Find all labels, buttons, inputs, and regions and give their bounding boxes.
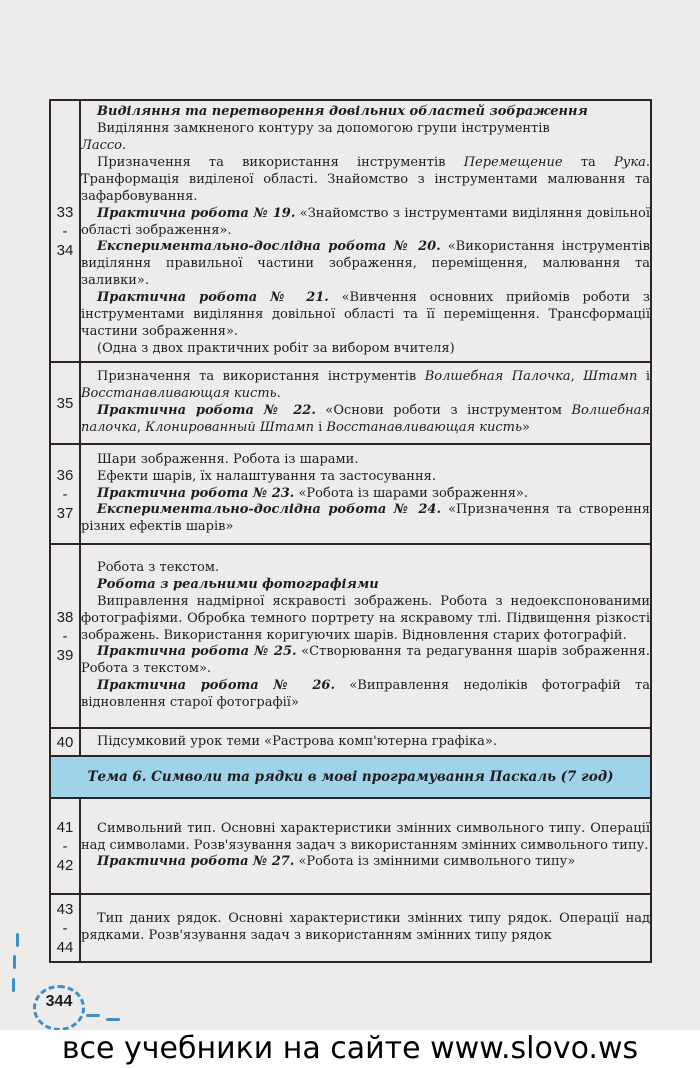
- lesson-number-cell: [50, 362, 80, 444]
- table-row: [50, 798, 651, 894]
- lesson-content-cell: [80, 362, 651, 444]
- lesson-number: 40: [56, 733, 74, 751]
- section-heading: Робота з реальними фотографіями: [97, 576, 379, 592]
- practical-work: Практична робота № 21. «Вивчення основних прийомів роботи з інструментами виділяння довільної області та її переміщення. Трансформації частини зображення».: [81, 290, 650, 339]
- topic-text: Шари зображення. Робота із шарами.: [97, 451, 359, 467]
- lesson-number-cell: [50, 444, 80, 544]
- footer-banner: все учебники на сайте www.slovo.ws: [0, 1030, 700, 1068]
- lesson-number: 36: [56, 466, 74, 484]
- lesson-number-cell: [50, 100, 80, 362]
- practical-work: Практична робота № 25. «Створювання та редагування шарів зображення. Робота з текстом».: [81, 644, 650, 677]
- lesson-number: 39: [56, 646, 74, 664]
- topic-heading-band: [50, 756, 651, 798]
- page-number: 344: [45, 993, 73, 1010]
- lesson-number-cell: [50, 798, 80, 894]
- lesson-plan-table: [49, 99, 652, 963]
- lesson-number-dash: -: [62, 919, 68, 937]
- lesson-number-dash: -: [62, 222, 68, 240]
- lesson-number: 34: [56, 241, 74, 259]
- topic-text: Виправлення надмірної яскравості зображень. Робота з недоекспонованими фотографіями. Обробка темного портрету на яскравому тлі. Підвищення різкості зображень. Використання коригуючих шарів. Відновлення старих фотографій.: [81, 593, 650, 643]
- tool-name: Лассо.: [81, 138, 127, 154]
- lesson-number-cell: [50, 728, 80, 756]
- practical-work: Практична робота № 23. «Робота із шарами зображення».: [97, 485, 528, 501]
- lesson-content-cell: [80, 444, 651, 544]
- teacher-note: (Одна з двох практичних робіт за вибором вчителя): [97, 340, 455, 356]
- topic-text: Призначення та використання інструментів Волшебная Палочка, Штамп і Восстанавливающая кисть.: [81, 369, 651, 402]
- topic-text: Символьний тип. Основні характеристики змінних символьного типу. Операції над символами. Розв'язування задач з використанням змінних символьного типу.: [81, 820, 650, 853]
- table-row: [50, 894, 651, 962]
- lesson-content-cell: [80, 798, 651, 894]
- lesson-content-cell: [80, 100, 651, 362]
- table-row: [50, 100, 651, 362]
- lesson-number: 37: [56, 504, 74, 522]
- lesson-number: 38: [56, 608, 74, 626]
- table-row: [50, 544, 651, 728]
- lesson-number: 41: [56, 818, 74, 836]
- topic-title: Тема 6. Символи та рядки в мові програмування Паскаль (7 год): [87, 769, 614, 785]
- lesson-number: 35: [56, 394, 74, 412]
- decorative-stroke: [106, 1018, 120, 1021]
- practical-work: Практична робота № 26. «Виправлення недоліків фотографій та відновлення старої фотографії»: [81, 678, 650, 711]
- topic-text: Тип даних рядок. Основні характеристики змінних типу рядок. Операції над рядками. Розв'язування задач з використанням змінних типу рядок: [81, 911, 650, 943]
- experimental-work: Експериментально-дослідна робота № 24. «Призначення та створення різних ефектів шарів»: [81, 502, 650, 535]
- lesson-content-cell: [80, 544, 651, 728]
- lesson-content-cell: [80, 728, 651, 756]
- lesson-number-dash: -: [62, 837, 68, 855]
- topic-text: Виділяння замкненого контуру за допомогою групи інструментів: [97, 121, 550, 137]
- lesson-number-dash: -: [62, 627, 68, 645]
- lesson-number: 33: [56, 203, 74, 221]
- practical-work: Практична робота № 22. «Основи роботи з інструментом Волшебная палочка, Клонированный Штамп і Восстанавливающая кисть»: [81, 403, 650, 435]
- table-row: [50, 362, 651, 444]
- topic-text: Робота з текстом.: [97, 559, 220, 575]
- experimental-work: Експериментально-дослідна робота № 20. «Використання інструментів виділяння правильної частини зображення, переміщення, малювання та заливки».: [81, 239, 651, 289]
- lesson-content-cell: [80, 894, 651, 962]
- lesson-number: 44: [56, 938, 74, 956]
- summary-lesson: Підсумковий урок теми «Растрова комп'ютерна графіка».: [97, 733, 497, 749]
- table-row: [50, 756, 651, 798]
- decorative-stroke: [86, 1014, 100, 1017]
- topic-text: Призначення та використання інструментів Перемещение та Рука. Транформація виділеної області. Знайомство з інструментами малювання та зафарбовування.: [81, 154, 650, 204]
- lesson-number-cell: [50, 894, 80, 962]
- topic-text: Ефекти шарів, їх налаштування та застосування.: [97, 468, 436, 484]
- decorative-stroke: [12, 978, 15, 992]
- table-row: [50, 444, 651, 544]
- decorative-stroke: [13, 955, 16, 969]
- section-heading: Виділяння та перетворення довільних областей зображення: [97, 104, 588, 120]
- decorative-stroke: [16, 933, 19, 947]
- table-row: [50, 728, 651, 756]
- lesson-number-dash: -: [62, 485, 68, 503]
- lesson-number-cell: [50, 544, 80, 728]
- lesson-number: 42: [56, 856, 74, 874]
- practical-work: Практична робота № 19. «Знайомство з інструментами виділяння довільної області зображення».: [81, 205, 650, 238]
- practical-work: Практична робота № 27. «Робота із змінними символьного типу»: [97, 854, 576, 870]
- lesson-number: 43: [56, 900, 74, 918]
